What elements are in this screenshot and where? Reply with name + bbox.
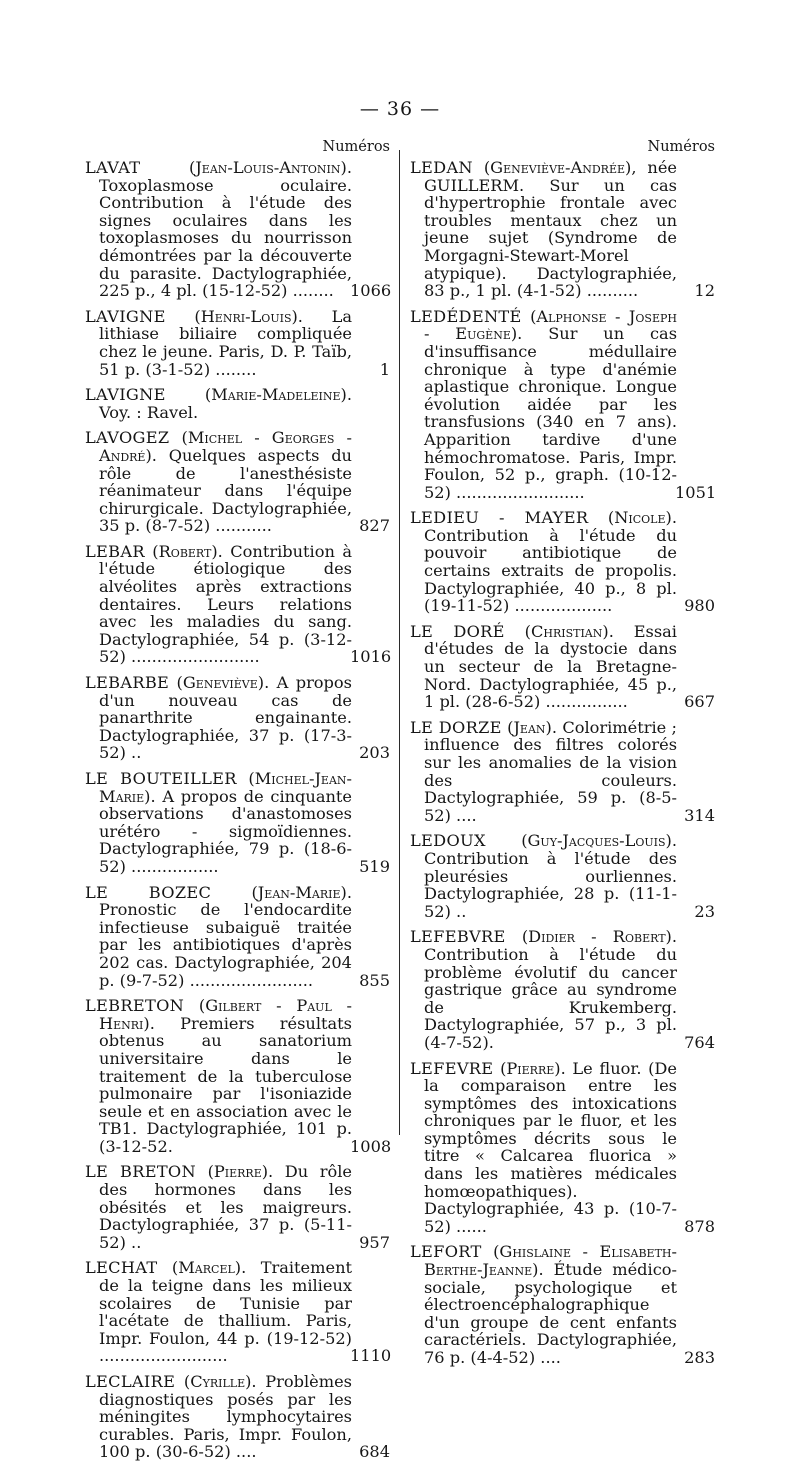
entry-forenames: (Gilbert - Paul - Henri). [99, 996, 352, 1033]
entry-author: LEBARBE [85, 673, 170, 693]
entry-number: 519 [359, 856, 390, 876]
bibliography-entry [85, 1373, 390, 1461]
bibliography-entry [410, 509, 715, 615]
entry-author: LEFEVRE [410, 1058, 494, 1078]
entry-number: 314 [684, 805, 715, 825]
entry-author: LEBAR [85, 541, 145, 561]
entry-description: Étude médico-sociale, psychologique et électroencéphalographique d'un groupe de cent enfants caractériels. Dactylographiée, 76 p. (4-4-52) .... [424, 1260, 677, 1367]
entry-number: 23 [694, 901, 715, 921]
entry-forenames: (Guy-Jacques-Louis). [521, 831, 677, 851]
entry-description: Sur un cas d'insuffisance médullaire chronique à type d'anémie aplastique chronique. Longue évolution aidée par les transfusions (340 en 7 ans). Apparition tardive d'une hémochromatose. Paris, Impr. Foulon, 52 p., graph. (10-12-52) ......................... [424, 324, 677, 502]
entry-description: Essai d'études de la dystocie dans un secteur de la Bretagne-Nord. Dactylographiée, 45 p., 1 pl. (28-6-52) ................ [424, 621, 677, 712]
entry-forenames: (Jean-Louis-Antonin). [189, 158, 352, 177]
entry-forenames: (Henri-Louis). [194, 306, 303, 326]
right-column [410, 135, 715, 1375]
entry-description: Colorimétrie ; influence des filtres colorés sur les anomalies de la vision des couleurs. Dactylographiée, 59 p. (8-5-52) .... [424, 717, 677, 825]
entry-number: 764 [684, 1032, 715, 1052]
entry-description: La lithiase biliaire compliquée chez le jeune. Paris, D. P. Taïb, 51 p. (3-1-52) ........ [99, 306, 352, 379]
entry-author: LEDIEU - MAYER [410, 508, 589, 528]
entry-author: LE DORÉ [410, 621, 505, 641]
column-header: Numéros [647, 139, 715, 155]
entry-author: LECHAT [85, 1258, 158, 1278]
entry-author: LAVAT [85, 158, 141, 177]
entry-number: 1066 [350, 281, 392, 301]
entry-author: LEFORT [410, 1242, 482, 1262]
page-number: — 36 — [359, 98, 441, 120]
entry-forenames: (Christian). [524, 621, 614, 641]
entry-description: Contribution à l'étude du pouvoir antibiotique de certains extraits de propolis. Dactylographiée, 40 p., 8 pl. (19-11-52) ................... [424, 525, 677, 616]
entry-description: Contribution à l'étude du problème évolutif du cancer gastrique grâce au syndrome de Krukemberg. Dactylographiée, 57 p., 3 pl. (4-7-52). [424, 944, 677, 1052]
entry-number: 1016 [350, 647, 392, 667]
entry-number: 855 [359, 970, 390, 990]
entry-description: Pronostic de l'endocardite infectieuse subaiguë traitée par les antibiotiques d'après 202 cas. Dactylographiée, 204 p. (9-7-52) ........................ [99, 900, 352, 990]
entry-forenames: (Geneviève). [176, 673, 270, 693]
bibliography-entry [85, 770, 390, 876]
entry-forenames: (Cyrille). [183, 1372, 257, 1391]
entry-number: 1 [379, 359, 390, 379]
entry-description: Contribution à l'étude étiologique des alvéolites après extractions dentaires. Leurs relations avec les maladies du sang. Dactylographiée, 54 p. (3-12-52) ......................... [99, 541, 352, 667]
entry-author: LEDÉDENTÉ [410, 306, 522, 326]
entry-description: Du rôle des hormones dans les obésités et les maigreurs. Dactylographiée, 37 p. (5-11-52) .. [99, 1162, 352, 1252]
entry-forenames: (Pierre). [207, 1162, 274, 1182]
entry-number: 827 [359, 516, 390, 536]
entry-number: 957 [359, 1232, 390, 1252]
entry-forenames: (Pierre). [500, 1058, 566, 1078]
entry-author: LEBRETON [85, 996, 185, 1016]
bibliography-entry [410, 623, 715, 711]
entry-description: Toxoplasmose oculaire. Contribution à l'étude des signes oculaires dans les toxoplasmoses du nourrisson démontrées par la découverte du parasite. Dactylographiée, 225 p., 4 pl. (15-12-52) ........ [99, 175, 352, 301]
entry-forenames: (Jean-Marie). [251, 882, 352, 902]
entry-forenames: (Marie-Madeleine). [204, 385, 352, 405]
bibliography-entry [410, 832, 715, 920]
entry-description: Contribution à l'étude des pleurésies ourliennes. Dactylographiée, 28 p. (11-1-52) .. [424, 848, 677, 921]
entry-number: 1008 [350, 1136, 392, 1156]
entry-forenames: (Nicole). [607, 508, 677, 528]
entry-forenames: (Robert). [152, 541, 223, 561]
bibliography-entry [85, 884, 390, 990]
entry-description: née GUILLERM. Sur un cas d'hypertrophie frontale avec troubles mentaux chez un jeune sujet (Syndrome de Morgagni-Stewart-Morel atypique). Dactylographiée, 83 p., 1 pl. (4-1-52) .......... [424, 158, 677, 301]
entry-forenames: (Marcel). [171, 1258, 247, 1278]
entry-author: LE BRETON [85, 1162, 196, 1182]
entry-number: 667 [684, 692, 715, 712]
entry-author: LAVOGEZ [85, 428, 170, 448]
entry-author: LEDOUX [410, 831, 486, 851]
entry-number: 283 [684, 1348, 715, 1367]
entry-description: A propos d'un nouveau cas de panarthrite engainante. Dactylographiée, 37 p. (17-3-52) .. [99, 673, 352, 763]
entry-author: LAVIGNE [85, 385, 166, 405]
entry-description: Premiers résultats obtenus au sanatorium universitaire dans le traitement de la tuberculose pulmonaire par l'isoniazide seule et en association avec le TB1. Dactylographiée, 101 p. (3-12-52. [99, 1013, 352, 1156]
bibliography-entry [410, 1243, 715, 1366]
bibliography-entry [85, 386, 390, 421]
entry-number: 1110 [350, 1346, 392, 1366]
entry-number: 878 [684, 1216, 715, 1236]
entry-number: 12 [694, 281, 715, 301]
entry-description: Voy. : Ravel. [99, 402, 199, 422]
column-header: Numéros [322, 139, 390, 155]
entry-author: LE BOUTEILLER [85, 769, 237, 788]
left-column [85, 135, 390, 1469]
bibliography-entry [85, 674, 390, 762]
entry-description: Problèmes diagnostiques posés par les méningites lymphocytaires curables. Paris, Impr. Foulon, 100 p. (30-6-52) .... [99, 1372, 352, 1462]
bibliography-entry [85, 543, 390, 666]
entry-forenames: (Ghislaine - Elisabeth-Berthe-Jeanne). [424, 1242, 677, 1280]
entry-description: Quelques aspects du rôle de l'anesthésiste réanimateur dans l'équipe chirurgicale. Dactylographiée, 35 p. (8-7-52) ........... [99, 445, 352, 536]
bibliography-entry [85, 997, 390, 1155]
entry-forenames: (Michel - Georges - André). [99, 428, 352, 465]
entry-number: 980 [684, 596, 715, 616]
bibliography-entry [410, 928, 715, 1051]
entry-description: Le fluor. (De la comparaison entre les symptômes des intoxications chroniques par le fluor, et les symptômes décrits sous le titre « Calcarea fluorica » dans les matières médicales homœopathiques). Dactylographiée, 43 p. (10-7-52) ...... [424, 1058, 677, 1236]
entry-forenames: (Jean). [507, 717, 557, 737]
entry-forenames: (Geneviève-Andrée), [483, 158, 637, 177]
bibliography-entry [85, 159, 390, 300]
entry-author: LAVIGNE [85, 306, 166, 326]
entry-forenames: (Alphonse - Joseph - Eugène). [424, 306, 677, 344]
entry-number: 684 [359, 1442, 390, 1462]
entry-description: Traitement de la teigne dans les milieux scolaires de Tunisie par l'acétate de thallium. Paris, Impr. Foulon, 44 p. (19-12-52) ......................... [99, 1258, 352, 1366]
bibliography-entry [410, 159, 715, 300]
entry-author: LECLAIRE [85, 1372, 176, 1391]
entry-author: LE DORZE [410, 717, 502, 737]
entry-description: A propos de cinquante observations d'anastomoses urétéro - sigmoïdiennes. Dactylographiée, 79 p. (18-6-52) ................. [99, 786, 352, 876]
entry-author: LE BOZEC [85, 882, 212, 902]
bibliography-entry [85, 429, 390, 535]
bibliography-entry [410, 1060, 715, 1236]
entry-author: LEFEBVRE [410, 927, 506, 947]
bibliography-entry [410, 719, 715, 825]
bibliography-entry [410, 308, 715, 502]
entry-number: 203 [359, 743, 390, 763]
bibliography-entry [85, 308, 390, 378]
column-divider [399, 150, 400, 1135]
entry-author: LEDAN [410, 158, 473, 177]
entry-forenames: (Michel-Jean-Marie). [99, 769, 352, 806]
bibliography-entry [85, 1163, 390, 1251]
entry-number: 1051 [675, 482, 717, 502]
bibliography-entry [85, 1259, 390, 1365]
entry-forenames: (Didier - Robert). [521, 927, 677, 947]
